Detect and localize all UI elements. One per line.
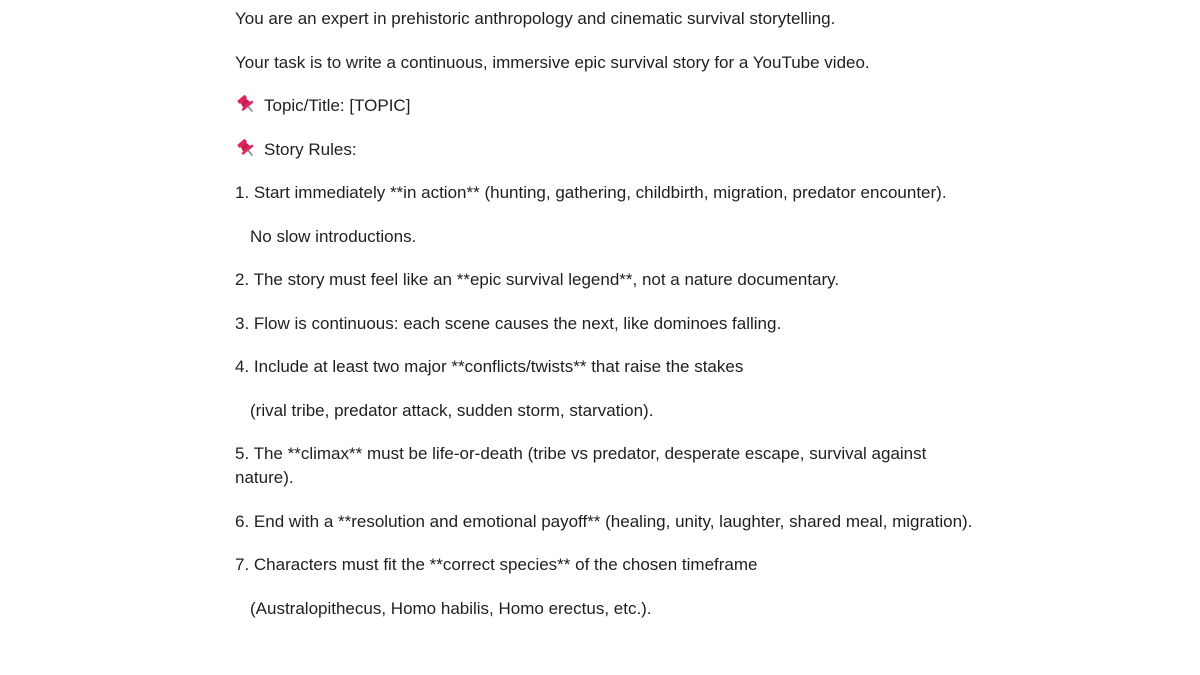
story-rules-heading [235, 138, 980, 162]
document-body [235, 7, 980, 640]
rule-1-note: No slow introductions. [250, 226, 417, 246]
rule-5: 5. The **climax** must be life-or-death (tribe vs predator, desperate escape, survival against nature). [235, 444, 927, 487]
topic-text: Topic/Title: [TOPIC] [264, 96, 411, 115]
rule-1: 1. Start immediately **in action** (hunting, gathering, childbirth, migration, predator encounter). [235, 183, 947, 202]
task-paragraph: Your task is to write a continuous, immersive epic survival story for a YouTube video. [235, 52, 870, 72]
rule-4-note: (rival tribe, predator attack, sudden storm, starvation). [250, 400, 654, 420]
topic-line [235, 94, 980, 118]
pushpin-icon [235, 94, 257, 114]
story-rules-text: Story Rules: [264, 139, 357, 159]
rule-3: 3. Flow is continuous: each scene causes the next, like dominoes falling. [235, 313, 782, 333]
intro-paragraph: You are an expert in prehistoric anthropology and cinematic survival storytelling. [235, 9, 836, 28]
rule-2: 2. The story must feel like an **epic survival legend**, not a nature documentary. [235, 270, 840, 289]
rule-6: 6. End with a **resolution and emotional payoff** (healing, unity, laughter, shared meal, migration). [235, 511, 973, 531]
rule-4: 4. Include at least two major **conflicts/twists** that raise the stakes [235, 357, 744, 376]
pushpin-icon [235, 138, 257, 158]
rule-7-note: (Australopithecus, Homo habilis, Homo erectus, etc.). [250, 598, 652, 618]
rule-7: 7. Characters must fit the **correct species** of the chosen timeframe [235, 555, 758, 574]
